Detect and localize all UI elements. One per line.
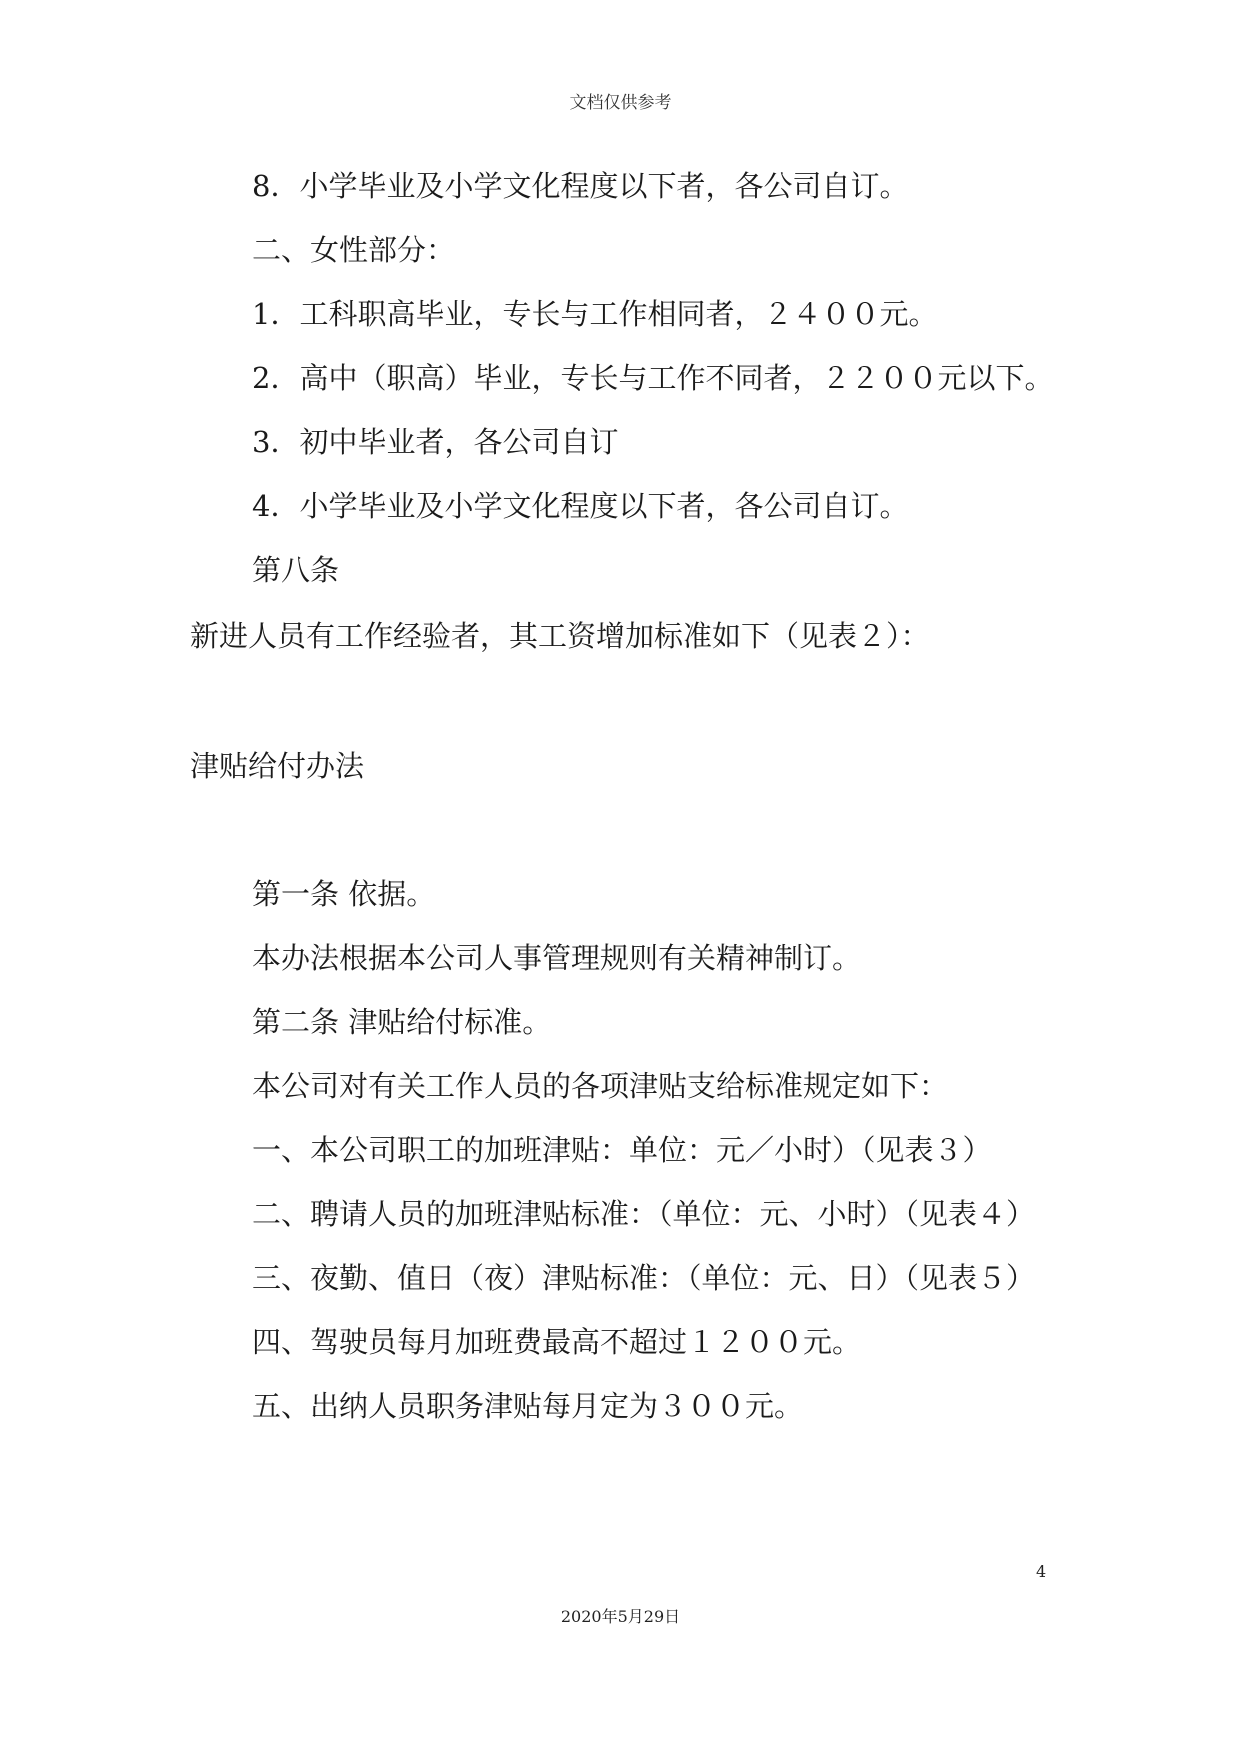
body-line-14: 一、本公司职工的加班津贴：单位：元／小时）（见表３） [252, 1133, 992, 1167]
body-line-16: 三、夜勤、值日（夜）津贴标准：（单位：元、日）（见表５） [252, 1261, 1036, 1295]
body-line-1: 8．小学毕业及小学文化程度以下者，各公司自订。 [252, 169, 909, 203]
body-line-13: 本公司对有关工作人员的各项津贴支给标准规定如下： [252, 1069, 949, 1103]
body-line-17: 四、驾驶员每月加班费最高不超过１２００元。 [252, 1325, 862, 1359]
article-2-heading: 第二条 津贴给付标准。 [252, 1005, 552, 1039]
body-line-11: 本办法根据本公司人事管理规则有关精神制订。 [252, 941, 862, 975]
section-title-allowance: 津贴给付办法 [190, 749, 365, 783]
page-header: 文档仅供参考 [569, 93, 672, 113]
body-line-2: 二、女性部分： [252, 233, 456, 267]
page-footer-date: 2020年5月29日 [560, 1607, 681, 1626]
page-number: 4 [1036, 1562, 1047, 1581]
body-line-3: 1．工科职高毕业，专长与工作相同者，２４００元。 [252, 297, 938, 331]
body-line-8: 新进人员有工作经验者，其工资增加标准如下（见表２）： [190, 619, 930, 653]
body-line-18: 五、出纳人员职务津贴每月定为３００元。 [252, 1389, 804, 1423]
section-heading-article-8: 第八条 [252, 553, 340, 587]
body-line-6: 4．小学毕业及小学文化程度以下者，各公司自订。 [252, 489, 909, 523]
article-1-heading: 第一条 依据。 [252, 877, 436, 911]
body-line-5: 3．初中毕业者，各公司自订 [252, 425, 619, 459]
body-line-15: 二、聘请人员的加班津贴标准：（单位：元、小时）（见表４） [252, 1197, 1036, 1231]
body-line-4: 2．高中（职高）毕业，专长与工作不同者，２２００元以下。 [252, 361, 1054, 395]
